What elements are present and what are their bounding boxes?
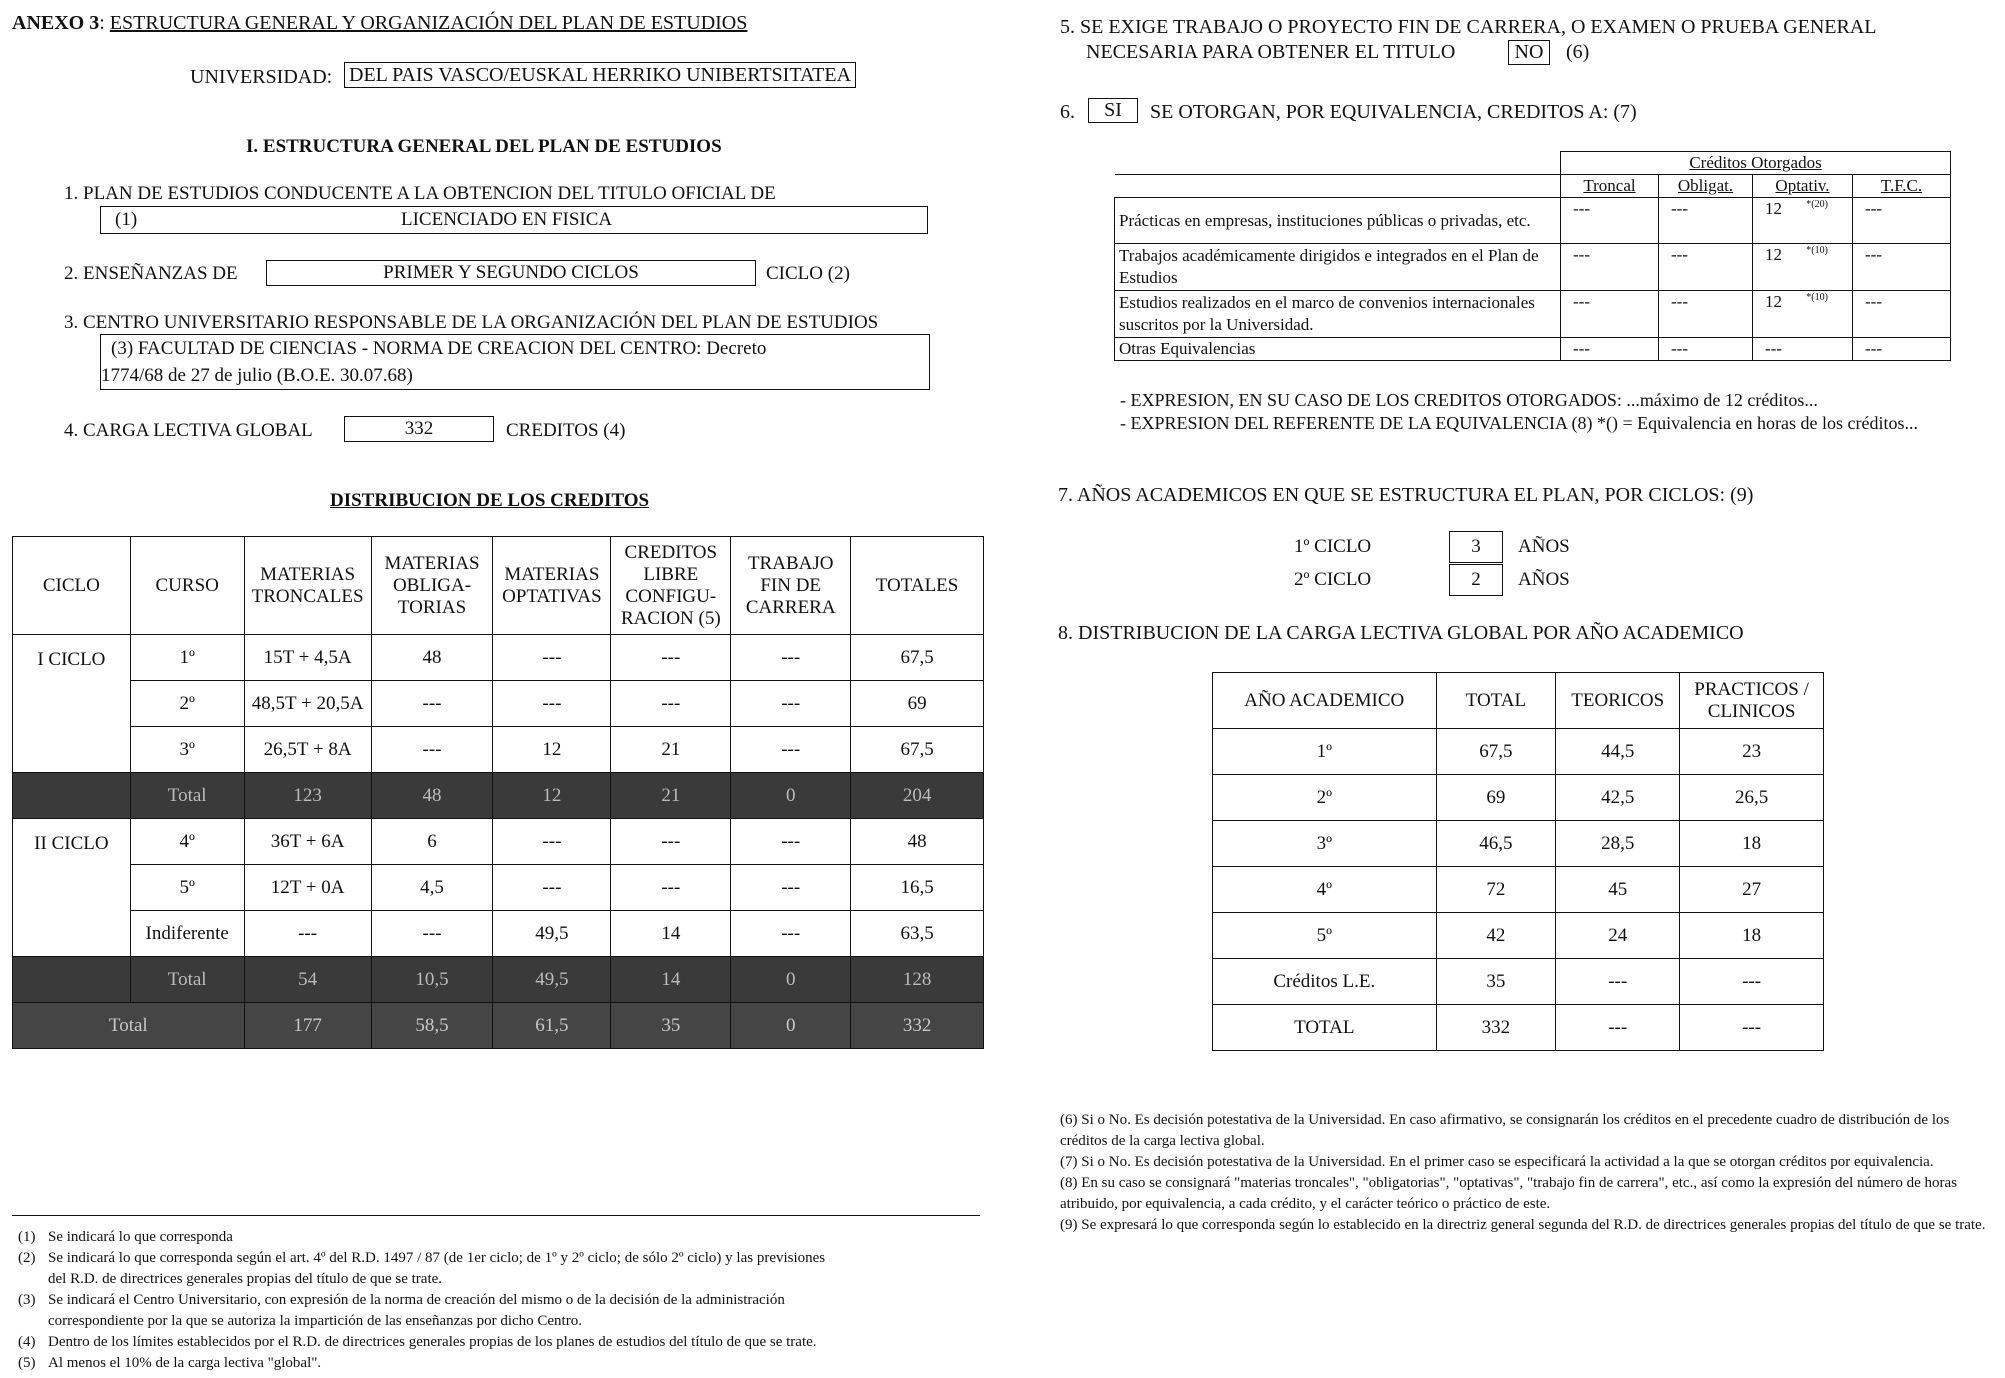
cell: 67,5	[1436, 729, 1556, 775]
cycle2-years-label: 2º CICLO	[1294, 569, 1372, 590]
cell: 67,5	[851, 727, 984, 773]
item5-value: NO	[1508, 40, 1550, 65]
cell: ---	[371, 911, 493, 957]
cell: Créditos L.E.	[1213, 959, 1437, 1005]
cell: 44,5	[1556, 729, 1680, 775]
header-totales: TOTALES	[851, 537, 984, 635]
equiv-group-header: Créditos Otorgados	[1561, 152, 1951, 175]
footnote-3-cont: correspondiente por la que se autoriza la impartición de las enseñanzas por dicho Centro.	[48, 1313, 582, 1329]
cell: ---	[1659, 244, 1753, 291]
cycle1-years-label: 1º CICLO	[1294, 536, 1372, 557]
header-teoricos: TEORICOS	[1556, 673, 1680, 729]
cell: ---	[1680, 1005, 1824, 1051]
table-row	[1115, 291, 1951, 338]
cell: ---	[731, 911, 851, 957]
equiv-col: Obligat.	[1659, 175, 1753, 198]
cell: ---	[1853, 198, 1951, 244]
cell: ---	[731, 727, 851, 773]
cell: 26,5	[1680, 775, 1824, 821]
expr1: - EXPRESION, EN SU CASO DE LOS CREDITOS OTORGADOS: ...máximo de 12 créditos...	[1120, 390, 1818, 410]
cell: ---	[493, 681, 611, 727]
cell: Total	[13, 1003, 245, 1049]
cell	[13, 773, 131, 819]
load-table	[1212, 672, 1824, 1051]
cell: ---	[1561, 338, 1659, 361]
cell: ---	[611, 635, 731, 681]
annex-label: ANEXO 3	[12, 12, 100, 34]
cell: 4º	[130, 819, 244, 865]
university-value: DEL PAIS VASCO/EUSKAL HERRIKO UNIBERTSITATEA	[344, 62, 856, 88]
cell: 10,5	[371, 957, 493, 1003]
cell: ---	[1659, 291, 1753, 338]
cell: ---	[731, 865, 851, 911]
header-libre-config: CREDITOS LIBRE CONFIGU-RACION (5)	[611, 537, 731, 635]
cycle2-label: II CICLO	[13, 819, 131, 957]
distribution-table	[12, 536, 984, 1049]
cell: 24	[1556, 913, 1680, 959]
cell: ---	[1853, 244, 1951, 291]
cell: ---	[371, 681, 493, 727]
cell: ---	[611, 681, 731, 727]
cell: ---	[1659, 338, 1753, 361]
item8: 8. DISTRIBUCION DE LA CARGA LECTIVA GLOBAL POR AÑO ACADEMICO	[1058, 622, 1744, 644]
footnote-2-cont: del R.D. de directrices generales propias del título de que se trate.	[48, 1271, 443, 1287]
footnote-1: (1) Se indicará lo que corresponda	[18, 1229, 233, 1245]
cell: ---	[1853, 291, 1951, 338]
distribution-header-row	[13, 537, 984, 635]
table-row	[1213, 821, 1824, 867]
cell: 21	[611, 727, 731, 773]
header-optativas: MATERIAS OPTATIVAS	[493, 537, 611, 635]
footnote-8: (8) En su caso se consignará "materias troncales", "obligatorias", "optativas", "trabajo fin de carrera", etc., así como la expresión del número de horas atribuido, por equivalencia, a cada crédito, y el carácter teórico o práctico de este.	[1060, 1175, 1958, 1212]
cell: 0	[731, 1003, 851, 1049]
item1-box	[100, 206, 928, 234]
cell: 69	[1436, 775, 1556, 821]
cell: 27	[1680, 867, 1824, 913]
cell: 14	[611, 957, 731, 1003]
cell: 35	[1436, 959, 1556, 1005]
footnote-4: (4) Dentro de los límites establecidos por el R.D. de directrices generales propias de los planes de estudios del título de que se trate.	[18, 1334, 817, 1350]
cell: 21	[611, 773, 731, 819]
cell: 12	[493, 773, 611, 819]
cycle2-total-row	[13, 957, 984, 1003]
cell: 48	[371, 773, 493, 819]
footnote-9: (9) Se expresará lo que corresponda según lo establecido en la directriz general segunda del R.D. de directrices generales propias del título de que se trate.	[1060, 1217, 1986, 1233]
cell: 128	[851, 957, 984, 1003]
item4-value: 332	[344, 416, 494, 442]
cell: 0	[731, 957, 851, 1003]
cell: 18	[1680, 821, 1824, 867]
footnotes-right	[1060, 1110, 2000, 1236]
item4-suffix: CREDITOS (4)	[506, 420, 626, 441]
cell: ---	[1753, 338, 1853, 361]
item3-label: 3. CENTRO UNIVERSITARIO RESPONSABLE DE LA ORGANIZACIÓN DEL PLAN DE ESTUDIOS	[64, 312, 879, 333]
cell: 1º	[1213, 729, 1437, 775]
cell: 42	[1436, 913, 1556, 959]
cell: 49,5	[493, 911, 611, 957]
cell: 12T + 0A	[244, 865, 371, 911]
cell: 123	[244, 773, 371, 819]
header-ciclo: CICLO	[13, 537, 131, 635]
equiv-cols-row	[1115, 175, 1951, 198]
header-trabajo-fin: TRABAJO FIN DE CARRERA	[731, 537, 851, 635]
cell: 3º	[1213, 821, 1437, 867]
cell: ---	[1561, 198, 1659, 244]
item1-note: (1)	[115, 209, 138, 230]
item3-box	[100, 334, 930, 390]
years-label-1: AÑOS	[1518, 536, 1570, 557]
cell	[13, 957, 131, 1003]
cell: 16,5	[851, 865, 984, 911]
equiv-label: Trabajos académicamente dirigidos e integrados en el Plan de Estudios	[1115, 244, 1561, 291]
item5-note: (6)	[1566, 41, 1590, 63]
cell: 48	[371, 635, 493, 681]
equiv-col: T.F.C.	[1853, 175, 1951, 198]
header-practicos: PRACTICOS / CLINICOS	[1680, 673, 1824, 729]
table-row	[1213, 913, 1824, 959]
footnote-divider	[12, 1215, 980, 1216]
equiv-label: Estudios realizados en el marco de convenios internacionales suscritos por la Universidad.	[1115, 291, 1561, 338]
load-header-row	[1213, 673, 1824, 729]
distribution-title-text: DISTRIBUCION DE LOS CREDITOS	[330, 490, 650, 511]
cell: 1º	[130, 635, 244, 681]
cell: Total	[130, 957, 244, 1003]
distribution-title	[330, 490, 649, 512]
cell: 204	[851, 773, 984, 819]
footnote-5: (5) Al menos el 10% de la carga lectiva "global".	[18, 1355, 322, 1371]
equiv-label: Otras Equivalencias	[1115, 338, 1561, 361]
cell: 4º	[1213, 867, 1437, 913]
cell: 36T + 6A	[244, 819, 371, 865]
cell: ---	[1853, 338, 1951, 361]
table-row	[13, 727, 984, 773]
table-row	[13, 635, 984, 681]
table-row	[13, 911, 984, 957]
cell: 35	[611, 1003, 731, 1049]
equiv-col: Optativ.	[1753, 175, 1853, 198]
footnote-2: (2) Se indicará lo que corresponda según el art. 4º del R.D. 1497 / 87 (de 1er ciclo; de 1º y 2º ciclo; de sólo 2º ciclo) y las previsiones	[18, 1250, 826, 1266]
table-row	[1213, 959, 1824, 1005]
header-obligatorias: MATERIAS OBLIGA-TORIAS	[371, 537, 493, 635]
cell: 5º	[130, 865, 244, 911]
item6-value: SI	[1088, 98, 1138, 123]
cell: 23	[1680, 729, 1824, 775]
equivalence-table	[1114, 151, 1951, 361]
annex-heading: ANEXO 3: ESTRUCTURA GENERAL Y ORGANIZACIÓN DEL PLAN DE ESTUDIOS	[12, 12, 748, 34]
cell: 72	[1436, 867, 1556, 913]
cell: 69	[851, 681, 984, 727]
cell: 332	[1436, 1005, 1556, 1051]
table-row	[1213, 867, 1824, 913]
cell: 12 $^{*(10)}$	[1753, 244, 1853, 291]
cell: 0	[731, 773, 851, 819]
cell: 67,5	[851, 635, 984, 681]
item2-label: 2. ENSEÑANZAS DE	[64, 263, 238, 284]
cell: 26,5T + 8A	[244, 727, 371, 773]
expr2: - EXPRESION DEL REFERENTE DE LA EQUIVALENCIA (8) *() = Equivalencia en horas de los créditos...	[1120, 413, 1919, 433]
cell: 63,5	[851, 911, 984, 957]
annex-title: ESTRUCTURA GENERAL Y ORGANIZACIÓN DEL PLAN DE ESTUDIOS	[109, 12, 748, 34]
cell: 6	[371, 819, 493, 865]
cell	[1115, 152, 1561, 175]
cell: ---	[731, 819, 851, 865]
header-total: TOTAL	[1436, 673, 1556, 729]
cell: 12 $^{*(20)}$	[1753, 198, 1853, 244]
footnotes-left	[18, 1227, 998, 1374]
cell: 12	[493, 727, 611, 773]
item5-line2: NECESARIA PARA OBTENER EL TITULO	[1086, 41, 1456, 63]
years-label-2: AÑOS	[1518, 569, 1570, 590]
footnote-7: (7) Si o No. Es decisión potestativa de la Universidad. En el primer caso se especificará la actividad a la que se otorgan créditos por equivalencia.	[1060, 1154, 1934, 1170]
item7: 7. AÑOS ACADEMICOS EN QUE SE ESTRUCTURA EL PLAN, POR CICLOS: (9)	[1058, 484, 1754, 506]
table-row	[1115, 244, 1951, 291]
table-row	[13, 865, 984, 911]
cell: ---	[1659, 198, 1753, 244]
equiv-col: Troncal	[1561, 175, 1659, 198]
cell: 2º	[130, 681, 244, 727]
cell: 5º	[1213, 913, 1437, 959]
cell: 4,5	[371, 865, 493, 911]
cell: 48,5T + 20,5A	[244, 681, 371, 727]
cell: 48	[851, 819, 984, 865]
equiv-label: Prácticas en empresas, instituciones públicas o privadas, etc.	[1115, 198, 1561, 244]
cycle1-total-row	[13, 773, 984, 819]
header-ano: AÑO ACADEMICO	[1213, 673, 1437, 729]
cell: ---	[493, 635, 611, 681]
grand-total-row	[13, 1003, 984, 1049]
table-row	[1115, 198, 1951, 244]
cell: Indiferente	[130, 911, 244, 957]
cell: ---	[371, 727, 493, 773]
cell: 46,5	[1436, 821, 1556, 867]
cell: ---	[493, 865, 611, 911]
cell: TOTAL	[1213, 1005, 1437, 1051]
item3-line1: (3) FACULTAD DE CIENCIAS - NORMA DE CREACION DEL CENTRO: Decreto	[111, 338, 767, 359]
cell: ---	[1556, 1005, 1680, 1051]
cycle1-years-value: 3	[1449, 531, 1503, 563]
cell: 54	[244, 957, 371, 1003]
cycle1-label: I CICLO	[13, 635, 131, 773]
cell: 332	[851, 1003, 984, 1049]
cell: ---	[1556, 959, 1680, 1005]
cell: ---	[1561, 244, 1659, 291]
cell: 58,5	[371, 1003, 493, 1049]
degree-title: LICENCIADO EN FISICA	[401, 209, 613, 230]
cell	[1115, 175, 1561, 198]
cycle2-years-value: 2	[1449, 564, 1503, 596]
header-curso: CURSO	[130, 537, 244, 635]
item5-line1: 5. SE EXIGE TRABAJO O PROYECTO FIN DE CARRERA, O EXAMEN O PRUEBA GENERAL	[1060, 16, 1877, 38]
cell: ---	[1680, 959, 1824, 1005]
cell: ---	[731, 635, 851, 681]
equiv-group-row	[1115, 152, 1951, 175]
header-troncales: MATERIAS TRONCALES	[244, 537, 371, 635]
item4-label: 4. CARGA LECTIVA GLOBAL	[64, 420, 313, 441]
item2-suffix: CICLO (2)	[766, 263, 850, 284]
item2-value: PRIMER Y SEGUNDO CICLOS	[266, 260, 756, 286]
cell: ---	[244, 911, 371, 957]
table-row	[1213, 775, 1824, 821]
cell: 3º	[130, 727, 244, 773]
cell: ---	[731, 681, 851, 727]
cell: 45	[1556, 867, 1680, 913]
item6-text: SE OTORGAN, POR EQUIVALENCIA, CREDITOS A: (7)	[1150, 101, 1637, 123]
table-row	[1213, 729, 1824, 775]
item1-label: 1. PLAN DE ESTUDIOS CONDUCENTE A LA OBTENCION DEL TITULO OFICIAL DE	[64, 183, 776, 204]
cell: 18	[1680, 913, 1824, 959]
cell: ---	[611, 865, 731, 911]
footnote-3: (3) Se indicará el Centro Universitario, con expresión de la norma de creación del mismo o de la decisión de la administración	[18, 1292, 785, 1308]
cell: ---	[1561, 291, 1659, 338]
cell: 2º	[1213, 775, 1437, 821]
cell: 49,5	[493, 957, 611, 1003]
table-row	[13, 819, 984, 865]
section-title: I. ESTRUCTURA GENERAL DEL PLAN DE ESTUDIOS	[246, 136, 722, 157]
cell: 15T + 4,5A	[244, 635, 371, 681]
table-row	[1213, 1005, 1824, 1051]
item6-num: 6.	[1060, 101, 1075, 123]
cell: ---	[493, 819, 611, 865]
cell: 61,5	[493, 1003, 611, 1049]
cell: Total	[130, 773, 244, 819]
cell: 14	[611, 911, 731, 957]
table-row	[1115, 338, 1951, 361]
cell: 12 $^{*(10)}$	[1753, 291, 1853, 338]
item3-line2: 1774/68 de 27 de julio (B.O.E. 30.07.68)	[101, 365, 413, 386]
cell: 28,5	[1556, 821, 1680, 867]
cell: 177	[244, 1003, 371, 1049]
footnote-6: (6) Si o No. Es decisión potestativa de la Universidad. En caso afirmativo, se consignarán los créditos en el precedente cuadro de distribución de los créditos de la carga lectiva global.	[1060, 1112, 1950, 1149]
university-label: UNIVERSIDAD:	[190, 66, 333, 88]
table-row	[13, 681, 984, 727]
cell: 42,5	[1556, 775, 1680, 821]
cell: ---	[611, 819, 731, 865]
